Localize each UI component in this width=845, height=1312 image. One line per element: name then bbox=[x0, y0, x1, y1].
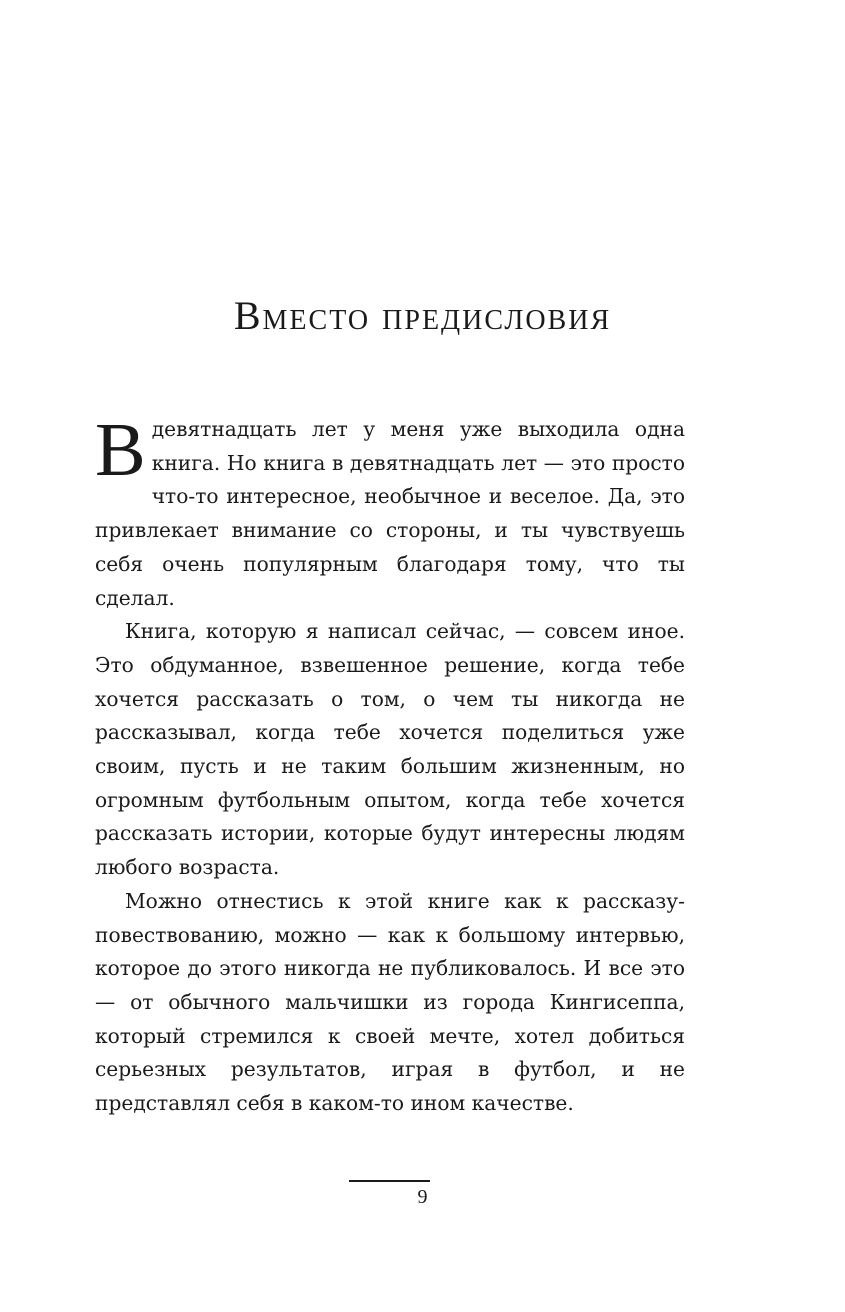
drop-cap: В bbox=[95, 408, 146, 492]
paragraph-2: Книга, которую я написал сейчас, — совсем иное. Это обдуманное, взвешенное решение, когда тебе хочется рассказать о том, о чем ты никогда не рассказывал, когда тебе хочется поделиться уже своим, пусть и не таким большим жизненным, но огромным футбольным опытом, когда тебе хочется рассказать истории, которые будут интересны людям любого возраста. bbox=[95, 619, 685, 880]
chapter-title: Вместо предисловия bbox=[233, 293, 612, 338]
page-number: 9 bbox=[417, 1186, 428, 1208]
paragraph-1-text: девятнадцать лет у меня уже выходила одна книга. Но книга в девятнадцать лет — это просто что-то интересное, необычное и веселое. Да, это привлекает внимание со стороны, и ты чувствуешь себя очень популярным благодаря тому, что ты сделал. bbox=[95, 417, 685, 610]
page-number-rule bbox=[349, 1180, 430, 1182]
paragraph-3: Можно отнестись к этой книге как к рассказу-повествованию, можно — как к большому интервью, которое до этого никогда не публиковалось. И все это — от обычного мальчишки из города Кингисеппа, который стремился к своей мечте, хотел добиться серьезных результатов, играя в футбол, и не представлял себя в каком-то ином качестве. bbox=[95, 888, 685, 1116]
paragraph-1 bbox=[95, 408, 685, 615]
body-text bbox=[95, 408, 685, 1121]
